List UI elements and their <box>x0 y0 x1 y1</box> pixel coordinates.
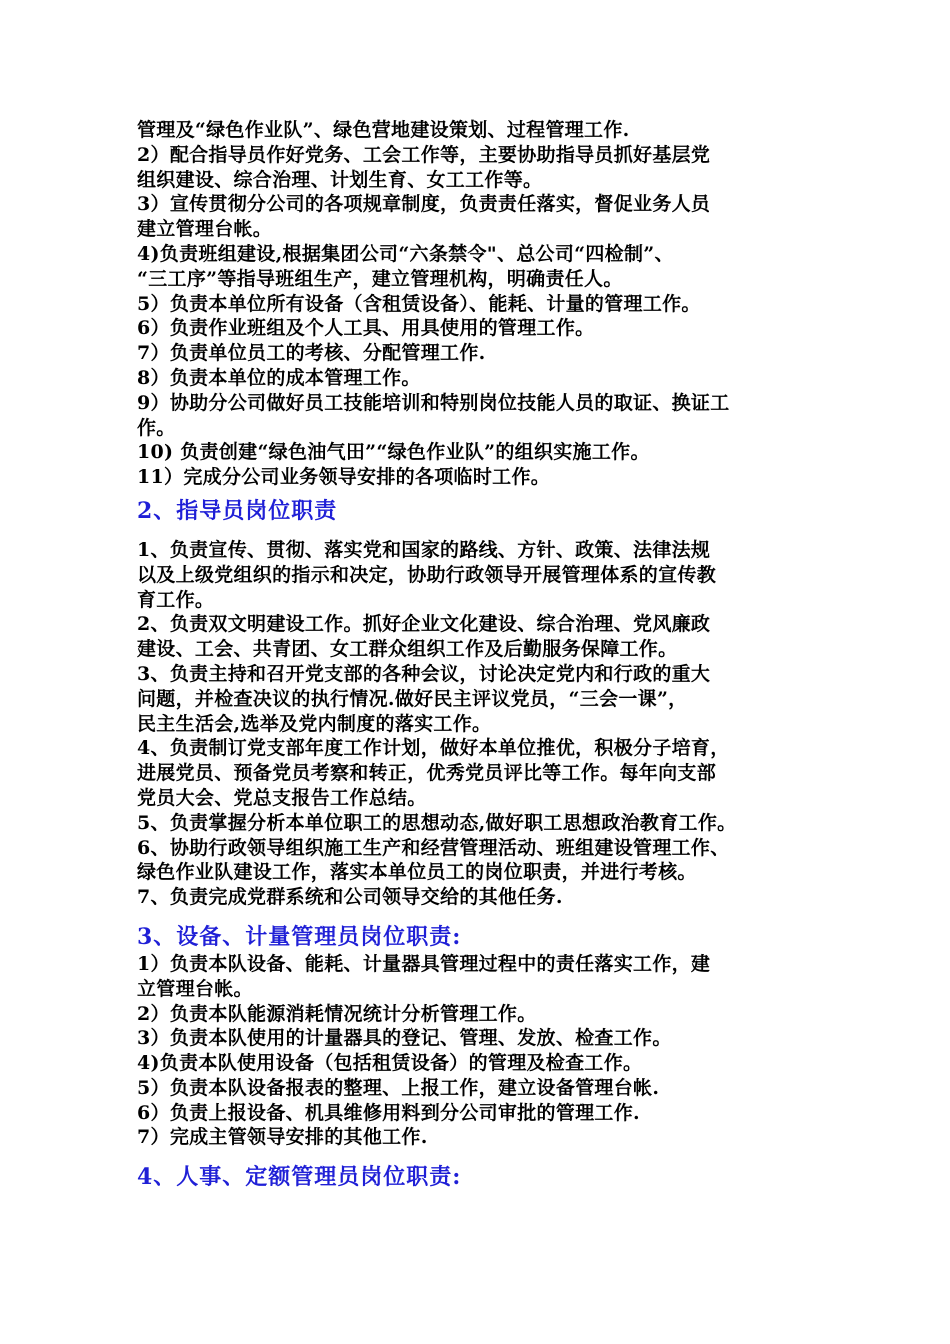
text-line: 1）负责本队设备、能耗、计量器具管理过程中的责任落实工作，建 <box>137 952 711 975</box>
text-line: 问题，并检查决议的执行情况.做好民主评议党员，“三会一课”， <box>137 687 688 710</box>
text-line: 9）协助分公司做好员工技能培训和特别岗位技能人员的取证、换证工 <box>137 391 730 414</box>
spacer <box>137 910 847 922</box>
text-line: 2）配合指导员作好党务、工会工作等，主要协助指导员抓好基层党 <box>137 143 711 166</box>
spacer <box>137 1150 847 1162</box>
text-line: 8）负责本单位的成本管理工作。 <box>137 366 421 389</box>
text-line: 2）负责本队能源消耗情况统计分析管理工作。 <box>137 1002 537 1025</box>
text-line: 进展党员、预备党员考察和转正，优秀党员评比等工作。每年向支部 <box>137 762 717 785</box>
text-line: 5）负责本队设备报表的整理、上报工作，建立设备管理台帐. <box>137 1076 660 1099</box>
text-line: 管理及“绿色作业队”、绿色营地建设策划、过程管理工作. <box>137 119 630 141</box>
section-1-body <box>137 118 847 490</box>
text-line: 3、负责主持和召开党支部的各种会议，讨论决定党内和行政的重大 <box>137 662 711 685</box>
spacer <box>137 526 847 538</box>
text-line: 2、负责双文明建设工作。抓好企业文化建设、综合治理、党风廉政 <box>137 613 711 636</box>
section-3-body <box>137 952 847 1150</box>
text-line: 以及上级党组织的指示和决定，协助行政领导开展管理体系的宣传教 <box>137 563 717 586</box>
text-line: 民主生活会,选举及党内制度的落实工作。 <box>137 712 492 735</box>
text-line: 5、负责掌握分析本单位职工的思想动态,做好职工思想政治教育工作。 <box>137 811 737 834</box>
text-line: 11）完成分公司业务领导安排的各项临时工作。 <box>137 466 551 489</box>
section-2-body <box>137 538 847 910</box>
text-line: 组织建设、综合治理、计划生育、女工工作等。 <box>137 168 543 191</box>
text-line: 绿色作业队建设工作，落实本单位员工的岗位职责，并进行考核。 <box>137 861 697 884</box>
text-line: 6）负责作业班组及个人工具、用具使用的管理工作。 <box>137 317 595 340</box>
text-line: 育工作。 <box>137 588 215 611</box>
text-line: 4)负责本队使用设备（包括租赁设备）的管理及检查工作。 <box>137 1052 643 1075</box>
text-line: 1、负责宣传、贯彻、落实党和国家的路线、方针、政策、法律法规 <box>137 538 711 561</box>
section-2-heading: 2、指导员岗位职责 <box>137 497 338 524</box>
text-line: 3）宣传贯彻分公司的各项规章制度，负责责任落实，督促业务人员 <box>137 193 711 216</box>
text-line: 3）负责本队使用的计量器具的登记、管理、发放、检查工作。 <box>137 1027 672 1050</box>
text-line: 6）负责上报设备、机具维修用料到分公司审批的管理工作. <box>137 1101 640 1124</box>
text-line: 党员大会、党总支报告工作总结。 <box>137 786 427 809</box>
text-line: 4、负责制订党支部年度工作计划，做好本单位推优，积极分子培育， <box>137 737 730 760</box>
text-line: 7、负责完成党群系统和公司领导交给的其他任务. <box>137 886 563 909</box>
text-line: 立管理台帐。 <box>137 977 253 1000</box>
text-line: 建立管理台帐。 <box>137 218 273 241</box>
text-line: 作。 <box>137 416 176 439</box>
text-line: 10) 负责创建“绿色油气田”“绿色作业队”的组织实施工作。 <box>137 441 650 464</box>
document-page <box>137 118 847 1192</box>
text-line: 4)负责班组建设,根据集团公司“六条禁令"、总公司“四检制”、 <box>137 242 674 265</box>
text-line: “三工序”等指导班组生产，建立管理机构，明确责任人。 <box>137 267 623 290</box>
text-line: 建设、工会、共青团、女工群众组织工作及后勤服务保障工作。 <box>137 638 678 661</box>
text-line: 7）负责单位员工的考核、分配管理工作. <box>137 342 486 365</box>
text-line: 5）负责本单位所有设备（含租赁设备）、能耗、计量的管理工作。 <box>137 292 701 315</box>
section-4-heading: 4、人事、定额管理员岗位职责: <box>137 1164 462 1191</box>
section-3-heading: 3、设备、计量管理员岗位职责: <box>137 923 462 950</box>
text-line: 6、协助行政领导组织施工生产和经营管理活动、班组建设管理工作、 <box>137 836 730 859</box>
text-line: 7）完成主管领导安排的其他工作. <box>137 1126 428 1149</box>
